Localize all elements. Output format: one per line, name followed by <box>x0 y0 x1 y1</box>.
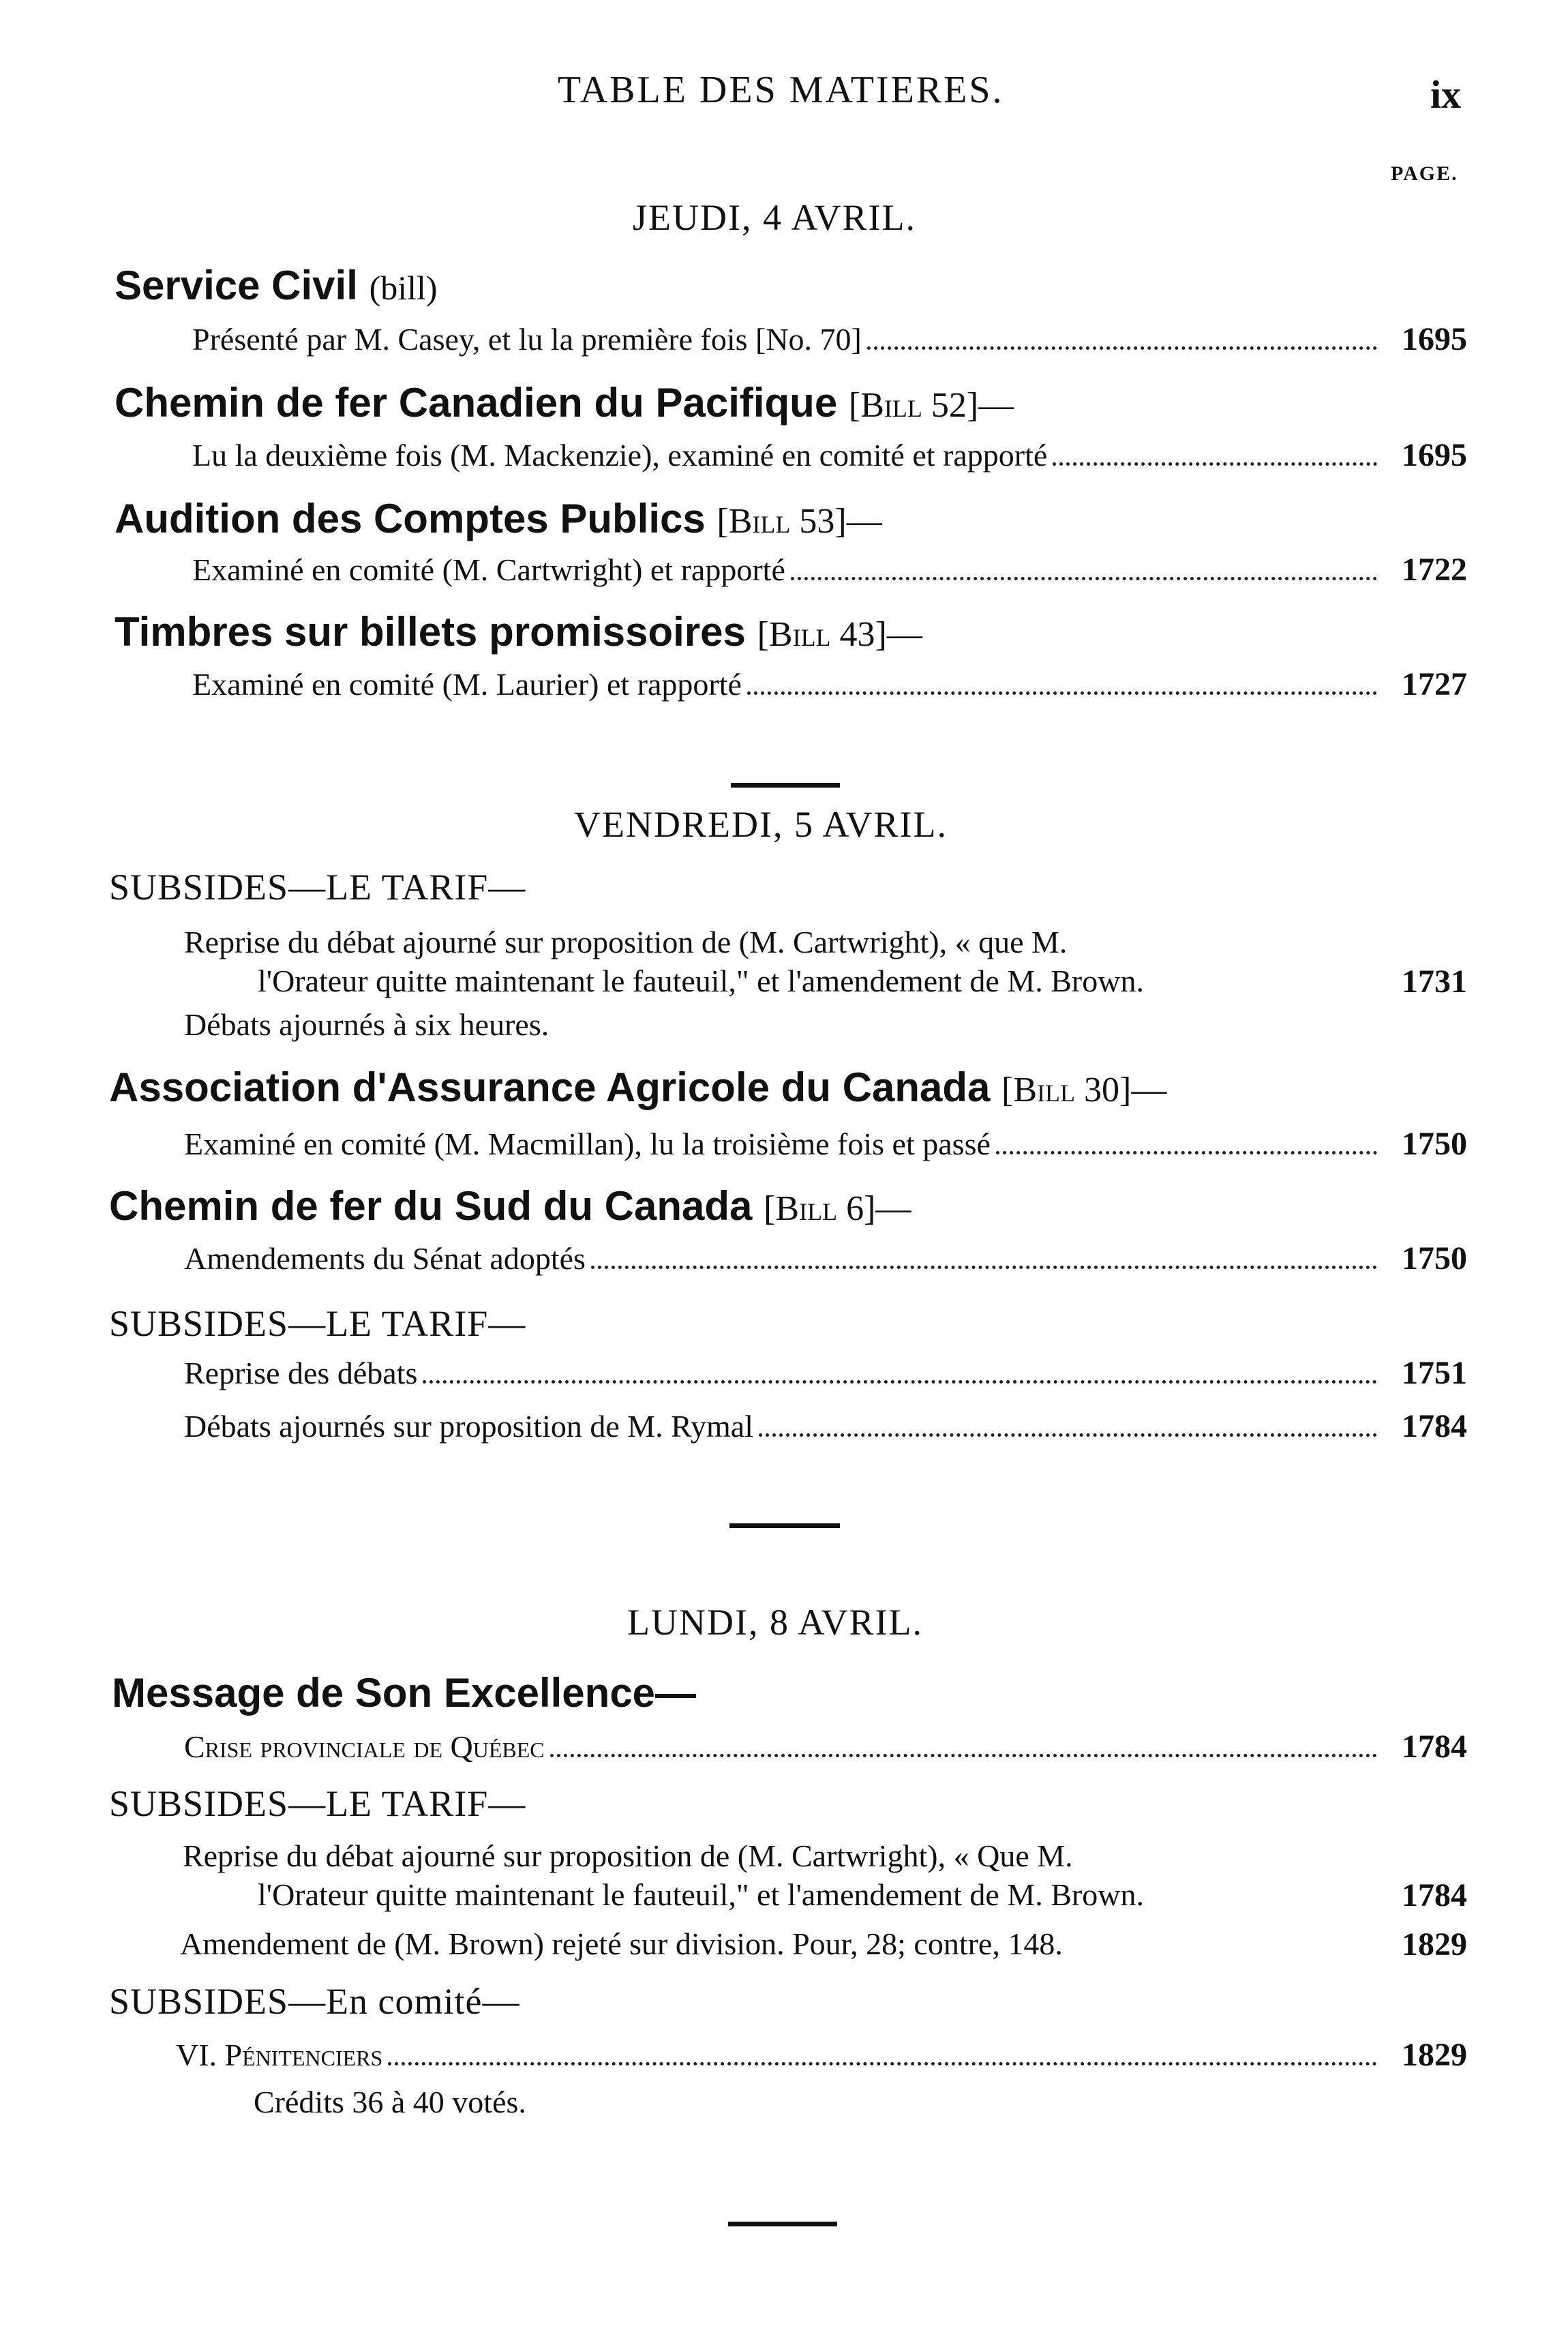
item-title: Chemin de fer Canadien du Pacifique [Bill 52]— <box>115 380 1014 426</box>
item-title: Timbres sur billets promissoires [Bill 43]— <box>115 609 922 655</box>
section-divider <box>729 1523 840 1528</box>
toc-entry: VI. Pénitenciers 1829 <box>176 2037 1467 2073</box>
toc-entry: Crise provinciale de Québec 1784 <box>184 1729 1467 1765</box>
section-divider <box>731 783 840 788</box>
item-title: Message de Son Excellence— <box>112 1670 697 1716</box>
section-title-subsides: SUBSIDES—LE TARIF— <box>109 867 526 908</box>
toc-entry: Reprise des débats 1751 <box>184 1355 1467 1391</box>
entry-line: Reprise du débat ajourné sur proposition de (M. Cartwright), « Que M. <box>183 1838 1073 1873</box>
toc-entry: Examiné en comité (M. Cartwright) et rapporté 1722 <box>192 552 1467 588</box>
section-divider <box>728 2222 837 2226</box>
toc-entry: Présenté par M. Casey, et lu la première fois [No. 70] 1695 <box>192 321 1467 357</box>
page-ref: 1784 <box>1402 1877 1467 1913</box>
item-title: Service Civil (bill) <box>115 263 438 308</box>
toc-entry: Examiné en comité (M. Macmillan), lu la troisième fois et passé 1750 <box>184 1126 1467 1162</box>
toc-entry: Débats ajournés sur proposition de M. Rymal 1784 <box>184 1408 1467 1444</box>
page-ref: 1829 <box>1402 1926 1467 1963</box>
toc-entry: Amendements du Sénat adoptés 1750 <box>184 1240 1467 1277</box>
section-title-subsides: SUBSIDES—LE TARIF— <box>109 1303 526 1344</box>
date-heading-lundi: LUNDI, 8 AVRIL. <box>627 1602 923 1643</box>
item-title: Association d'Assurance Agricole du Canada [Bill 30]— <box>109 1064 1167 1110</box>
entry-line: Débats ajournés à six heures. <box>184 1007 549 1042</box>
page-column-label: PAGE. <box>1391 162 1458 185</box>
entry-line: Amendement de (M. Brown) rejeté sur division. Pour, 28; contre, 148. <box>180 1926 1063 1961</box>
entry-line: Crédits 36 à 40 votés. <box>254 2085 526 2119</box>
entry-line: l'Orateur quitte maintenant le fauteuil," et l'amendement de M. Brown. <box>258 964 1144 998</box>
page-ref: 1731 <box>1402 964 1467 1000</box>
date-heading-jeudi: JEUDI, 4 AVRIL. <box>633 197 917 238</box>
entry-line: Reprise du débat ajourné sur proposition de (M. Cartwright), « que M. <box>184 925 1068 959</box>
section-title-subsides: SUBSIDES—LE TARIF— <box>109 1783 526 1824</box>
entry-line: l'Orateur quitte maintenant le fauteuil," et l'amendement de M. Brown. <box>258 1877 1144 1912</box>
section-title-subsides-comite: SUBSIDES—En comité— <box>109 1981 520 2022</box>
item-title: Audition des Comptes Publics [Bill 53]— <box>115 496 882 541</box>
running-header: TABLE DES MATIERES. <box>558 69 1004 111</box>
toc-entry: Lu la deuxième fois (M. Mackenzie), examiné en comité et rapporté 1695 <box>192 437 1467 473</box>
page-number: ix <box>1430 72 1462 117</box>
toc-entry: Examiné en comité (M. Laurier) et rapporté 1727 <box>192 666 1467 702</box>
date-heading-vendredi: VENDREDI, 5 AVRIL. <box>574 804 948 845</box>
item-title: Chemin de fer du Sud du Canada [Bill 6]— <box>109 1183 911 1229</box>
